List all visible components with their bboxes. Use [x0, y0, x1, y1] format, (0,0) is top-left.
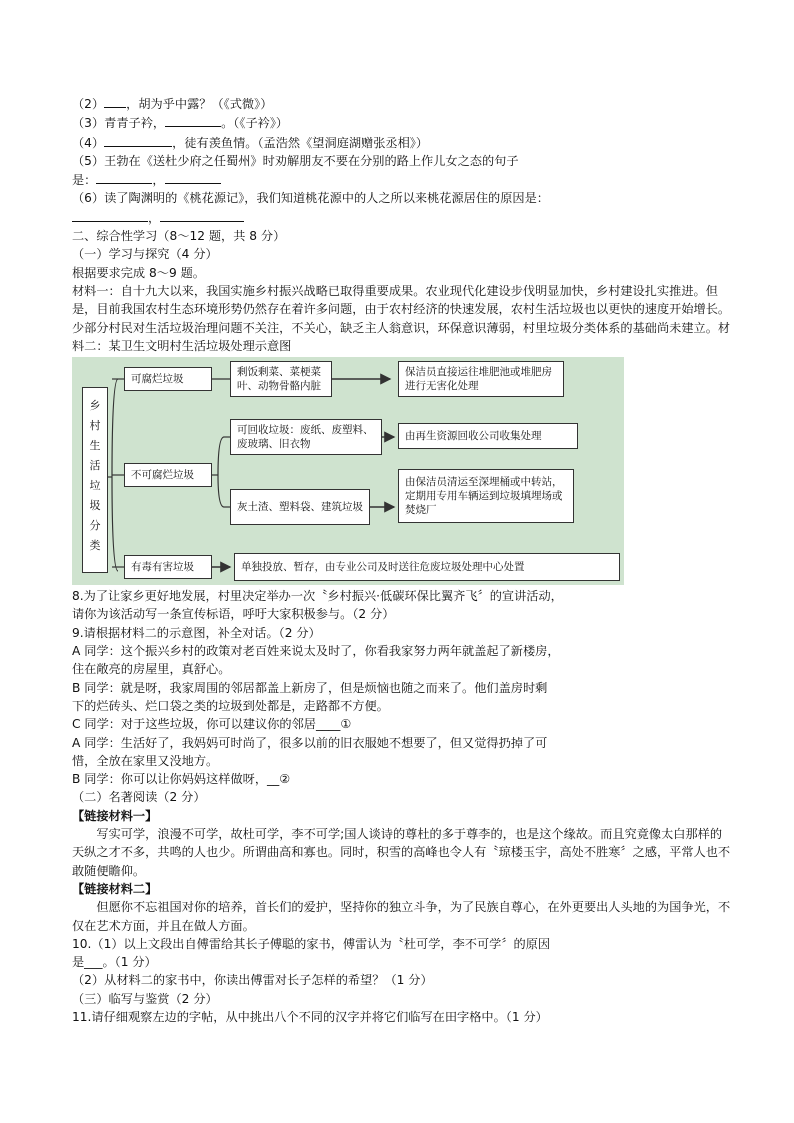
section-2-heading: 二、综合性学习（8～12 题，共 8 分） [72, 229, 286, 244]
fill-line-4: （4） ，徒有羡鱼情。（孟浩然《望洞庭湖赠张丞相》） [72, 133, 732, 152]
answer-blank[interactable] [72, 208, 148, 222]
non-recyclable-process: 由保洁员清运至深埋桶或中转站，定期用专用车辆运到垃圾填埋场或焚烧厂 [398, 469, 574, 523]
category-perishable: 可腐烂垃圾 [124, 367, 212, 391]
requirement-text: 根据要求完成 8～9 题。 [72, 265, 205, 280]
question-10-part-2: （2）从材料二的家书中，你读出傅雷对长子怎样的希望？（1 分） [72, 973, 433, 988]
question-11: 11.请仔细观察左边的字帖，从中挑出八个不同的汉字并将它们临写在田字格中。（1 分） [72, 1009, 548, 1024]
answer-blank[interactable] [96, 170, 152, 184]
answer-blank[interactable] [165, 113, 221, 127]
question-10-line-1: 10.（1）以上文段出自傅雷给其长子傅聪的家书，傅雷认为〝杜可学，李不可学〞的原因 [72, 936, 551, 951]
dialogue-a2-line-1: A 同学：生活好了，我妈妈可时尚了，很多以前的旧衣服她不想要了，但又觉得扔掉了可 [72, 735, 548, 750]
answer-blank[interactable] [104, 133, 172, 147]
recyclable-items: 可回收垃圾：废纸、废塑料、废玻璃、旧衣物 [230, 419, 382, 455]
answer-blank[interactable] [165, 170, 221, 184]
fill-line-5: （5）王勃在《送杜少府之任蜀州》时劝解朋友不要在分别的路上作儿女之态的句子 [72, 153, 519, 168]
dialogue-a1-line-2: 住在敞亮的房屋里，真舒心。 [72, 662, 231, 677]
link-material-one-text: 写实可学，浪漫不可学，故杜可学，李不可学;国人谈诗的尊杜的多于尊李的，也是这个缘故。而且究竟像太白那样的天纵之才不多，共鸣的人也少。所谓曲高和寡也。同时，积雪的高峰也令人有〝琼楼玉宇，高处不胜寒〞之感，平常人也不敢随便瞻仰。 [72, 827, 731, 878]
dialogue-b2: B 同学：你可以让你妈妈这样做呀，__② [72, 772, 291, 787]
root-category-box: 乡 村 生 活 垃 圾 分 类 [82, 387, 108, 573]
subsection-2-heading: （二）名著阅读（2 分） [72, 790, 206, 805]
perishable-items: 剩饭剩菜、菜梗菜叶、动物骨骼内脏 [230, 361, 332, 397]
answer-blank[interactable] [104, 94, 126, 108]
non-recyclable-items: 灰土渣、塑料袋、建筑垃圾 [230, 489, 370, 525]
document-page [72, 94, 732, 1026]
fill-line-3: （3）青青子衿， 。（《子衿》） [72, 113, 732, 132]
link-material-two-heading: 【链接材料二】 [72, 881, 158, 896]
dialogue-a2-line-2: 惜，全放在家里又没地方。 [72, 753, 219, 768]
dialogue-c1: C 同学：对于这些垃圾，你可以建议你的邻居____① [72, 717, 352, 732]
category-hazardous: 有毒有害垃圾 [124, 555, 212, 579]
recyclable-process: 由再生资源回收公司收集处理 [398, 423, 578, 449]
fill-line-6: （6）读了陶渊明的《桃花源记》，我们知道桃花源中的人之所以来桃花源居住的原因是： [72, 191, 549, 206]
fill-line-5-answer: 是： ， [72, 170, 732, 189]
link-material-two-text: 但愿你不忘祖国对你的培养，首长们的爱护，坚持你的独立斗争，为了民族自尊心，在外更要出人头地的为国争光，不仅在艺术方面，并且在做人方面。 [72, 900, 731, 933]
question-8-line-1: 8.为了让家乡更好地发展，村里决定举办一次〝乡村振兴·低碳环保比翼齐飞〞的宣讲活动， [72, 589, 563, 604]
category-non-perishable: 不可腐烂垃圾 [124, 463, 212, 487]
fill-line-6-answer: ， [72, 208, 732, 227]
garbage-classification-diagram [72, 357, 624, 585]
question-9: 9.请根据材料二的示意图，补全对话。（2 分） [72, 625, 321, 640]
question-8-line-2: 请你为该活动写一条宣传标语，呼吁大家积极参与。（2 分） [72, 607, 395, 622]
subsection-3-heading: （三）临写与鉴赏（2 分） [72, 991, 218, 1006]
fill-line-2: （2） ，胡为乎中露？（《式微》） [72, 94, 732, 113]
perishable-process: 保洁员直接运往堆肥池或堆肥房进行无害化处理 [398, 361, 564, 397]
answer-blank[interactable] [160, 208, 244, 222]
dialogue-b1-line-2: 下的烂砖头、烂口袋之类的垃圾到处都是，走路都不方便。 [72, 698, 389, 713]
dialogue-b1-line-1: B 同学：就是呀，我家周围的邻居都盖上新房了，但是烦恼也随之而来了。他们盖房时剩 [72, 680, 548, 695]
material-one-text: 材料一：自十九大以来，我国实施乡村振兴战略已取得重要成果。农业现代化建设步伐明显加快，乡村建设扎实推进。但是，目前我国农村生态环境形势仍然存在着许多问题，由于农村经济的快速发展，农村生活垃圾也以更快的速度开始增长。少部分村民对生活垃圾治理问题不关注，不关心，缺乏主人翁意识，环保意识薄弱，村里垃圾分类体系的基础尚未建立。材料二：某卫生文明村生活垃圾处理示意图 [72, 283, 731, 353]
subsection-1-heading: （一）学习与探究（4 分） [72, 247, 218, 262]
link-material-one-heading: 【链接材料一】 [72, 808, 158, 823]
question-10-line-2: 是___。（1 分） [72, 955, 157, 970]
dialogue-a1-line-1: A 同学：这个振兴乡村的政策对老百姓来说太及时了，你看我家努力两年就盖起了新楼房， [72, 644, 560, 659]
hazardous-process: 单独投放、暂存，由专业公司及时送往危废垃圾处理中心处置 [234, 553, 620, 581]
